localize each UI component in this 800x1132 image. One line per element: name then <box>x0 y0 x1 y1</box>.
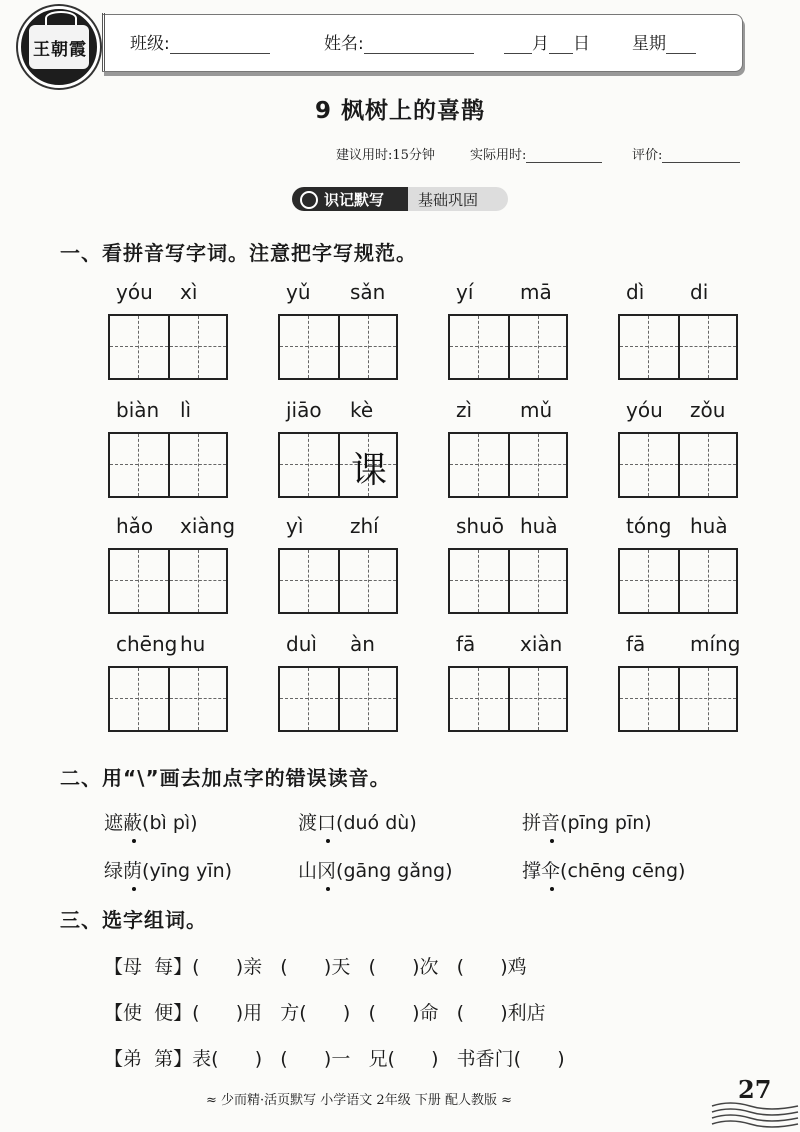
writing-cell[interactable] <box>280 434 338 496</box>
pinyin-item <box>618 398 748 518</box>
word-choice-row: 【弟 第】表( ) ( )一 兄( ) 书香门( ) <box>104 1048 565 1070</box>
pinyin-item <box>448 514 578 634</box>
pinyin-item <box>618 514 748 634</box>
pronunciation-item: 遮蔽(bì pì) <box>104 808 198 835</box>
writing-cell[interactable] <box>280 550 338 612</box>
pinyin-syllable: yì <box>286 514 304 538</box>
pinyin-syllable: shuō <box>456 514 505 538</box>
writing-grid[interactable] <box>618 314 738 380</box>
writing-grid[interactable] <box>278 666 398 732</box>
pinyin-syllable: di <box>690 280 709 304</box>
page-number: 27 <box>738 1075 772 1104</box>
logo-text: 王朝霞 <box>33 40 87 60</box>
writing-grid[interactable] <box>278 432 398 498</box>
pinyin-item <box>278 398 408 518</box>
pinyin-item <box>618 632 748 752</box>
medal-icon <box>300 191 318 209</box>
dotted-character: 伞 <box>541 856 560 883</box>
writing-cell[interactable] <box>110 550 168 612</box>
writing-grid[interactable] <box>448 432 568 498</box>
writing-cell[interactable] <box>168 668 226 730</box>
dotted-character: 口 <box>317 808 336 835</box>
pinyin-item <box>108 280 238 400</box>
weekday-field: 星期 <box>632 29 696 54</box>
pinyin-syllable: kè <box>350 398 374 422</box>
pinyin-item <box>448 632 578 752</box>
writing-cell[interactable] <box>508 668 566 730</box>
pinyin-syllable: duì <box>286 632 317 656</box>
writing-cell[interactable] <box>280 316 338 378</box>
writing-cell[interactable] <box>450 316 508 378</box>
pinyin-syllable: zǒu <box>690 398 726 422</box>
writing-cell[interactable] <box>168 434 226 496</box>
pinyin-syllable: xiàng <box>180 514 236 538</box>
pinyin-syllable: míng <box>690 632 741 656</box>
pinyin-item <box>108 632 238 752</box>
writing-cell[interactable] <box>678 434 736 496</box>
writing-cell[interactable] <box>620 668 678 730</box>
student-info-box <box>102 14 743 72</box>
pinyin-item <box>108 514 238 634</box>
pronunciation-item: 渡口(duó dù) <box>298 808 417 835</box>
writing-cell[interactable] <box>450 668 508 730</box>
pinyin-syllable: huà <box>520 514 558 538</box>
pinyin-syllable: xiàn <box>520 632 563 656</box>
writing-cell[interactable] <box>168 316 226 378</box>
class-field: 班级: <box>130 29 270 54</box>
writing-cell[interactable] <box>110 668 168 730</box>
footer-text: ≈ 少而精·活页默写 小学语文 2年级 下册 配人教版 ≈ <box>206 1093 512 1108</box>
pinyin-syllable: mā <box>520 280 552 304</box>
suggested-time: 建议用时:15分钟 <box>336 148 435 163</box>
pinyin-syllable: jiāo <box>286 398 322 422</box>
pinyin-syllable: yóu <box>626 398 663 422</box>
pinyin-syllable: mǔ <box>520 398 553 422</box>
writing-cell[interactable] <box>678 668 736 730</box>
writing-grid[interactable] <box>618 548 738 614</box>
writing-grid[interactable] <box>108 432 228 498</box>
pinyin-syllable: sǎn <box>350 280 386 304</box>
writing-cell[interactable] <box>450 550 508 612</box>
writing-cell[interactable] <box>508 316 566 378</box>
writing-grid[interactable] <box>448 666 568 732</box>
writing-cell[interactable] <box>450 434 508 496</box>
writing-grid[interactable] <box>108 666 228 732</box>
writing-cell[interactable] <box>110 434 168 496</box>
pinyin-syllable: dì <box>626 280 645 304</box>
pinyin-syllable: hǎo <box>116 514 154 538</box>
pronunciation-item: 拼音(pīng pīn) <box>522 808 652 835</box>
filled-character: 课 <box>350 450 387 491</box>
writing-cell[interactable] <box>620 434 678 496</box>
dotted-character: 荫 <box>123 856 142 883</box>
pinyin-syllable: biàn <box>116 398 160 422</box>
dotted-character: 蔽 <box>123 808 142 835</box>
word-choice-row: 【母 每】( )亲 ( )天 ( )次 ( )鸡 <box>104 956 527 978</box>
writing-grid[interactable] <box>108 314 228 380</box>
pinyin-syllable: zì <box>456 398 473 422</box>
writing-cell[interactable] <box>168 550 226 612</box>
pronunciation-item: 绿荫(yīng yīn) <box>104 856 232 883</box>
section1-title: 一、看拼音写字词。注意把字写规范。 <box>60 241 417 265</box>
writing-grid[interactable] <box>618 666 738 732</box>
writing-grid[interactable] <box>448 548 568 614</box>
pinyin-syllable: yǔ <box>286 280 311 304</box>
pinyin-syllable: xì <box>180 280 198 304</box>
pinyin-syllable: àn <box>350 632 375 656</box>
wave-decoration <box>710 1098 800 1128</box>
pronunciation-item: 撑伞(chēng cēng) <box>522 856 685 883</box>
word-choice-row: 【使 便】( )用 方( ) ( )命 ( )利店 <box>104 1002 546 1024</box>
pinyin-syllable: yóu <box>116 280 153 304</box>
writing-grid[interactable] <box>108 548 228 614</box>
writing-cell[interactable] <box>678 316 736 378</box>
pinyin-item <box>618 280 748 400</box>
actual-time: 实际用时: <box>470 144 602 163</box>
writing-cell[interactable] <box>110 316 168 378</box>
writing-cell[interactable] <box>620 316 678 378</box>
evaluation: 评价: <box>632 144 740 163</box>
pinyin-syllable: fā <box>456 632 476 656</box>
lesson-title: 9 枫树上的喜鹊 <box>314 98 485 124</box>
writing-cell[interactable] <box>620 550 678 612</box>
pinyin-syllable: zhí <box>350 514 379 538</box>
pinyin-item <box>448 280 578 400</box>
date-field: 月 日 <box>504 29 590 54</box>
pinyin-item <box>278 280 408 400</box>
writing-grid[interactable] <box>618 432 738 498</box>
name-field: 姓名: <box>324 29 474 54</box>
writing-cell[interactable] <box>338 550 396 612</box>
pinyin-item <box>278 514 408 634</box>
writing-cell[interactable] <box>508 550 566 612</box>
writing-grid[interactable] <box>448 314 568 380</box>
publisher-logo <box>18 6 100 88</box>
pronunciation-item: 山冈(gāng gǎng) <box>298 856 453 883</box>
section2-title: 二、用“\”画去加点字的错误读音。 <box>60 766 391 790</box>
writing-grid[interactable] <box>278 548 398 614</box>
writing-cell[interactable] <box>338 668 396 730</box>
dotted-character: 冈 <box>317 856 336 883</box>
pinyin-syllable: lì <box>180 398 192 422</box>
pinyin-syllable: fā <box>626 632 646 656</box>
section3-title: 三、选字组词。 <box>60 908 207 932</box>
pinyin-item <box>448 398 578 518</box>
pinyin-syllable: chēng <box>116 632 178 656</box>
pinyin-syllable: hu <box>180 632 206 656</box>
pinyin-syllable: yí <box>456 280 474 304</box>
writing-cell[interactable] <box>280 668 338 730</box>
pinyin-item <box>278 632 408 752</box>
writing-cell[interactable] <box>678 550 736 612</box>
pinyin-item <box>108 398 238 518</box>
writing-cell[interactable] <box>508 434 566 496</box>
writing-cell[interactable] <box>338 434 396 496</box>
pinyin-syllable: tóng <box>626 514 672 538</box>
writing-cell[interactable] <box>338 316 396 378</box>
pinyin-syllable: huà <box>690 514 728 538</box>
dotted-character: 音 <box>541 808 560 835</box>
writing-grid[interactable] <box>278 314 398 380</box>
